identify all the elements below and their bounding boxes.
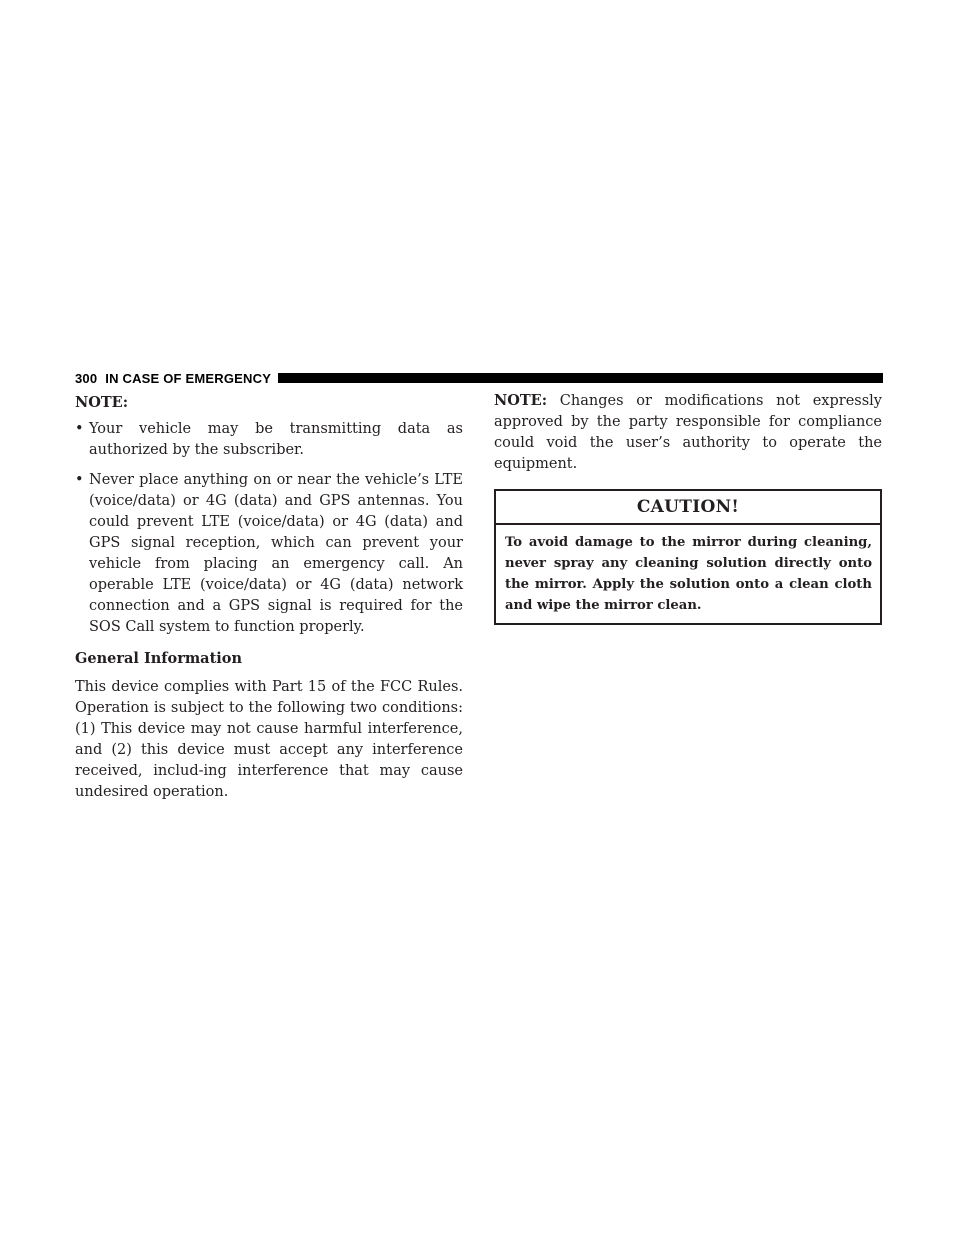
bullet-text: Never place anything on or near the vehicle’s LTE (voice/data) or 4G (data) and GPS antennas. You could prevent LTE (voice/data) or 4G (data) and GPS signal reception, which can prevent your vehicle from placing an emergency call. An operable LTE (voice/data) or 4G (data) network connection and a GPS signal is required for the SOS Call system to function properly. [89, 472, 463, 635]
caution-text: To avoid damage to the mirror during cleaning, never spray any cleaning solution directly onto the mirror. Apply the solution onto a clean cloth and wipe the mirror clean. [505, 535, 872, 613]
bullet-text: Your vehicle may be transmitting data as authorized by the subscriber. [89, 421, 463, 458]
right-column [494, 390, 882, 625]
note-label: NOTE: [494, 392, 548, 409]
bullet-icon: • [75, 421, 84, 437]
header-rule [278, 373, 883, 383]
section-title: IN CASE OF EMERGENCY [105, 370, 272, 386]
list-item [75, 419, 463, 461]
bullet-icon: • [75, 472, 84, 488]
caution-box [494, 489, 882, 625]
page-header [75, 370, 883, 386]
general-information-heading: General Information [75, 650, 242, 667]
note-text: Changes or modifications not expressly approved by the party responsible for compliance could void the user’s authority to operate the equipment. [494, 393, 882, 472]
note-heading: NOTE: [75, 394, 129, 411]
page-number: 300 [75, 370, 98, 386]
left-column [75, 390, 463, 803]
note-bullet-list [75, 419, 463, 638]
caution-title: CAUTION! [496, 491, 880, 525]
note-paragraph [494, 390, 882, 475]
fcc-paragraph: This device complies with Part 15 of the FCC Rules. Operation is subject to the following two conditions: (1) This device may not cause harmful interference, and (2) this device must accept any interference received, includ-ing interference that may cause undesired operation. [75, 679, 463, 800]
list-item [75, 470, 463, 638]
